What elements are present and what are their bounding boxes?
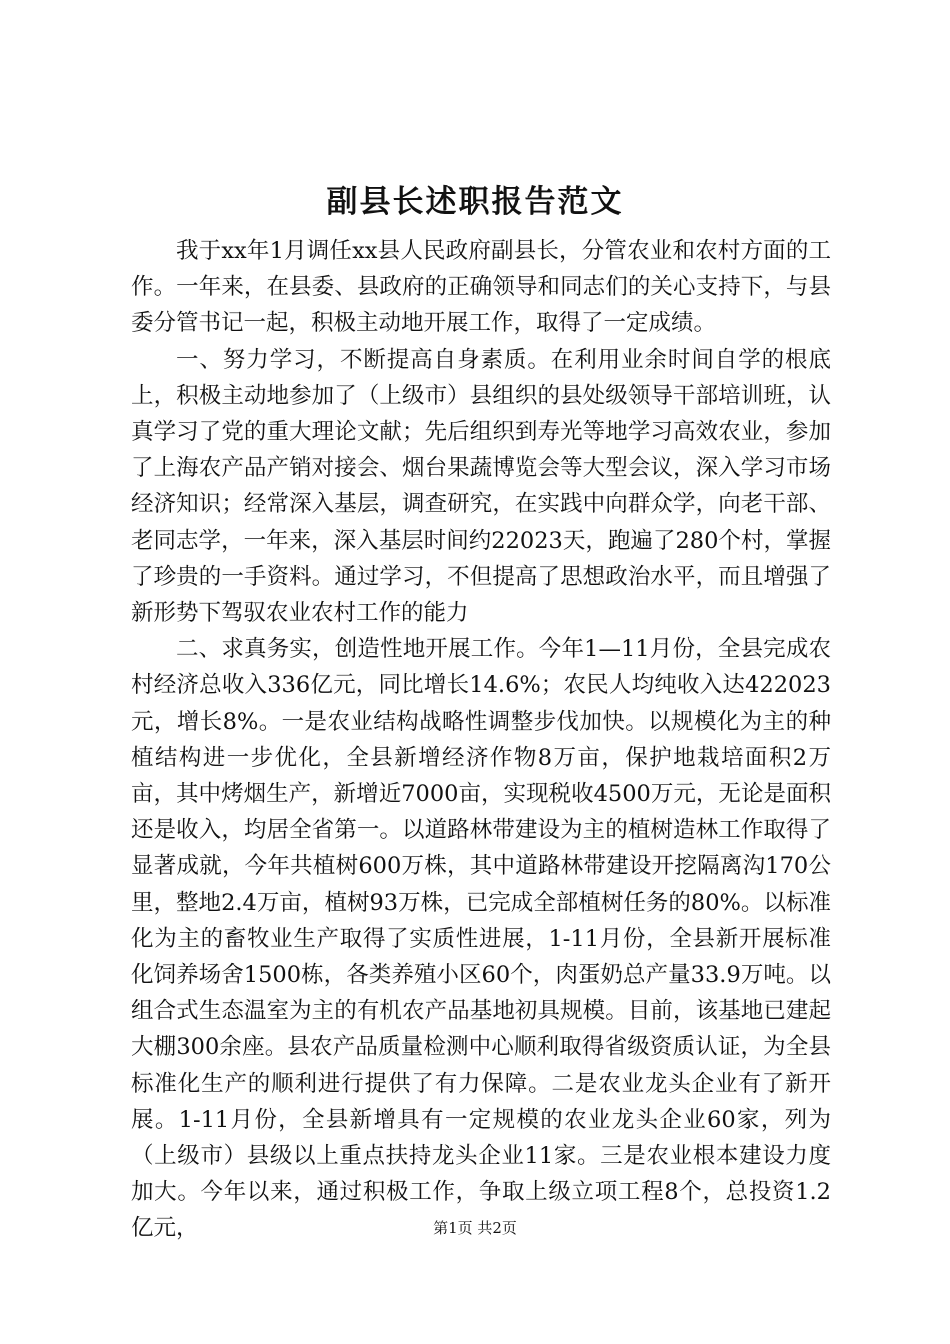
document-body bbox=[131, 233, 831, 1247]
document-title: 副县长述职报告范文 bbox=[326, 184, 624, 220]
paragraph-section-2: 二、求真务实，创造性地开展工作。今年1—11月份，全县完成农村经济总收入336亿元，同比增长14.6%；农民人均纯收入达422023元，增长8%。一是农业结构战略性调整步伐加快。以规模化为主的种植结构进一步优化，全县新增经济作物8万亩，保护地栽培面积2万亩，其中烤烟生产，新增近7000亩，实现税收4500万元，无论是面积还是收入，均居全省第一。以道路林带建设为主的植树造林工作取得了显著成就，今年共植树600万株，其中道路林带建设开挖隔离沟170公里，整地2.4万亩，植树93万株，已完成全部植树任务的80%。以标准化为主的畜牧业生产取得了实质性进展，1-11月份，全县新开展标准化饲养场舍1500栋，各类养殖小区60个，肉蛋奶总产量33.9万吨。以组合式生态温室为主的有机农产品基地初具规模。目前，该基地已建起大棚300余座。县农产品质量检测中心顺利取得省级资质认证，为全县标准化生产的顺利进行提供了有力保障。二是农业龙头企业有了新开展。1-11月份，全县新增具有一定规模的农业龙头企业60家，列为（上级市）县级以上重点扶持龙头企业11家。三是农业根本建设力度加大。今年以来，通过积极工作，争取上级立项工程8个，总投资1.2亿元， bbox=[131, 636, 831, 1242]
paragraph-intro: 我于xx年1月调任xx县人民政府副县长，分管农业和农村方面的工作。一年来，在县委、县政府的正确领导和同志们的关心支持下，与县委分管书记一起，积极主动地开展工作，取得了一定成绩。 bbox=[131, 238, 831, 337]
page-footer: 第1页 共2页 bbox=[433, 1219, 517, 1237]
paragraph-section-1: 一、努力学习，不断提高自身素质。在利用业余时间自学的根底上，积极主动地参加了（上级市）县组织的县处级领导干部培训班，认真学习了党的重大理论文献；先后组织到寿光等地学习高效农业，参加了上海农产品产销对接会、烟台果蔬博览会等大型会议，深入学习市场经济知识；经常深入基层，调查研究，在实践中向群众学，向老干部、老同志学，一年来，深入基层时间约22023天，跑遍了280个村，掌握了珍贵的一手资料。通过学习，不但提高了思想政治水平，而且增强了新形势下驾驭农业农村工作的能力 bbox=[131, 346, 831, 627]
